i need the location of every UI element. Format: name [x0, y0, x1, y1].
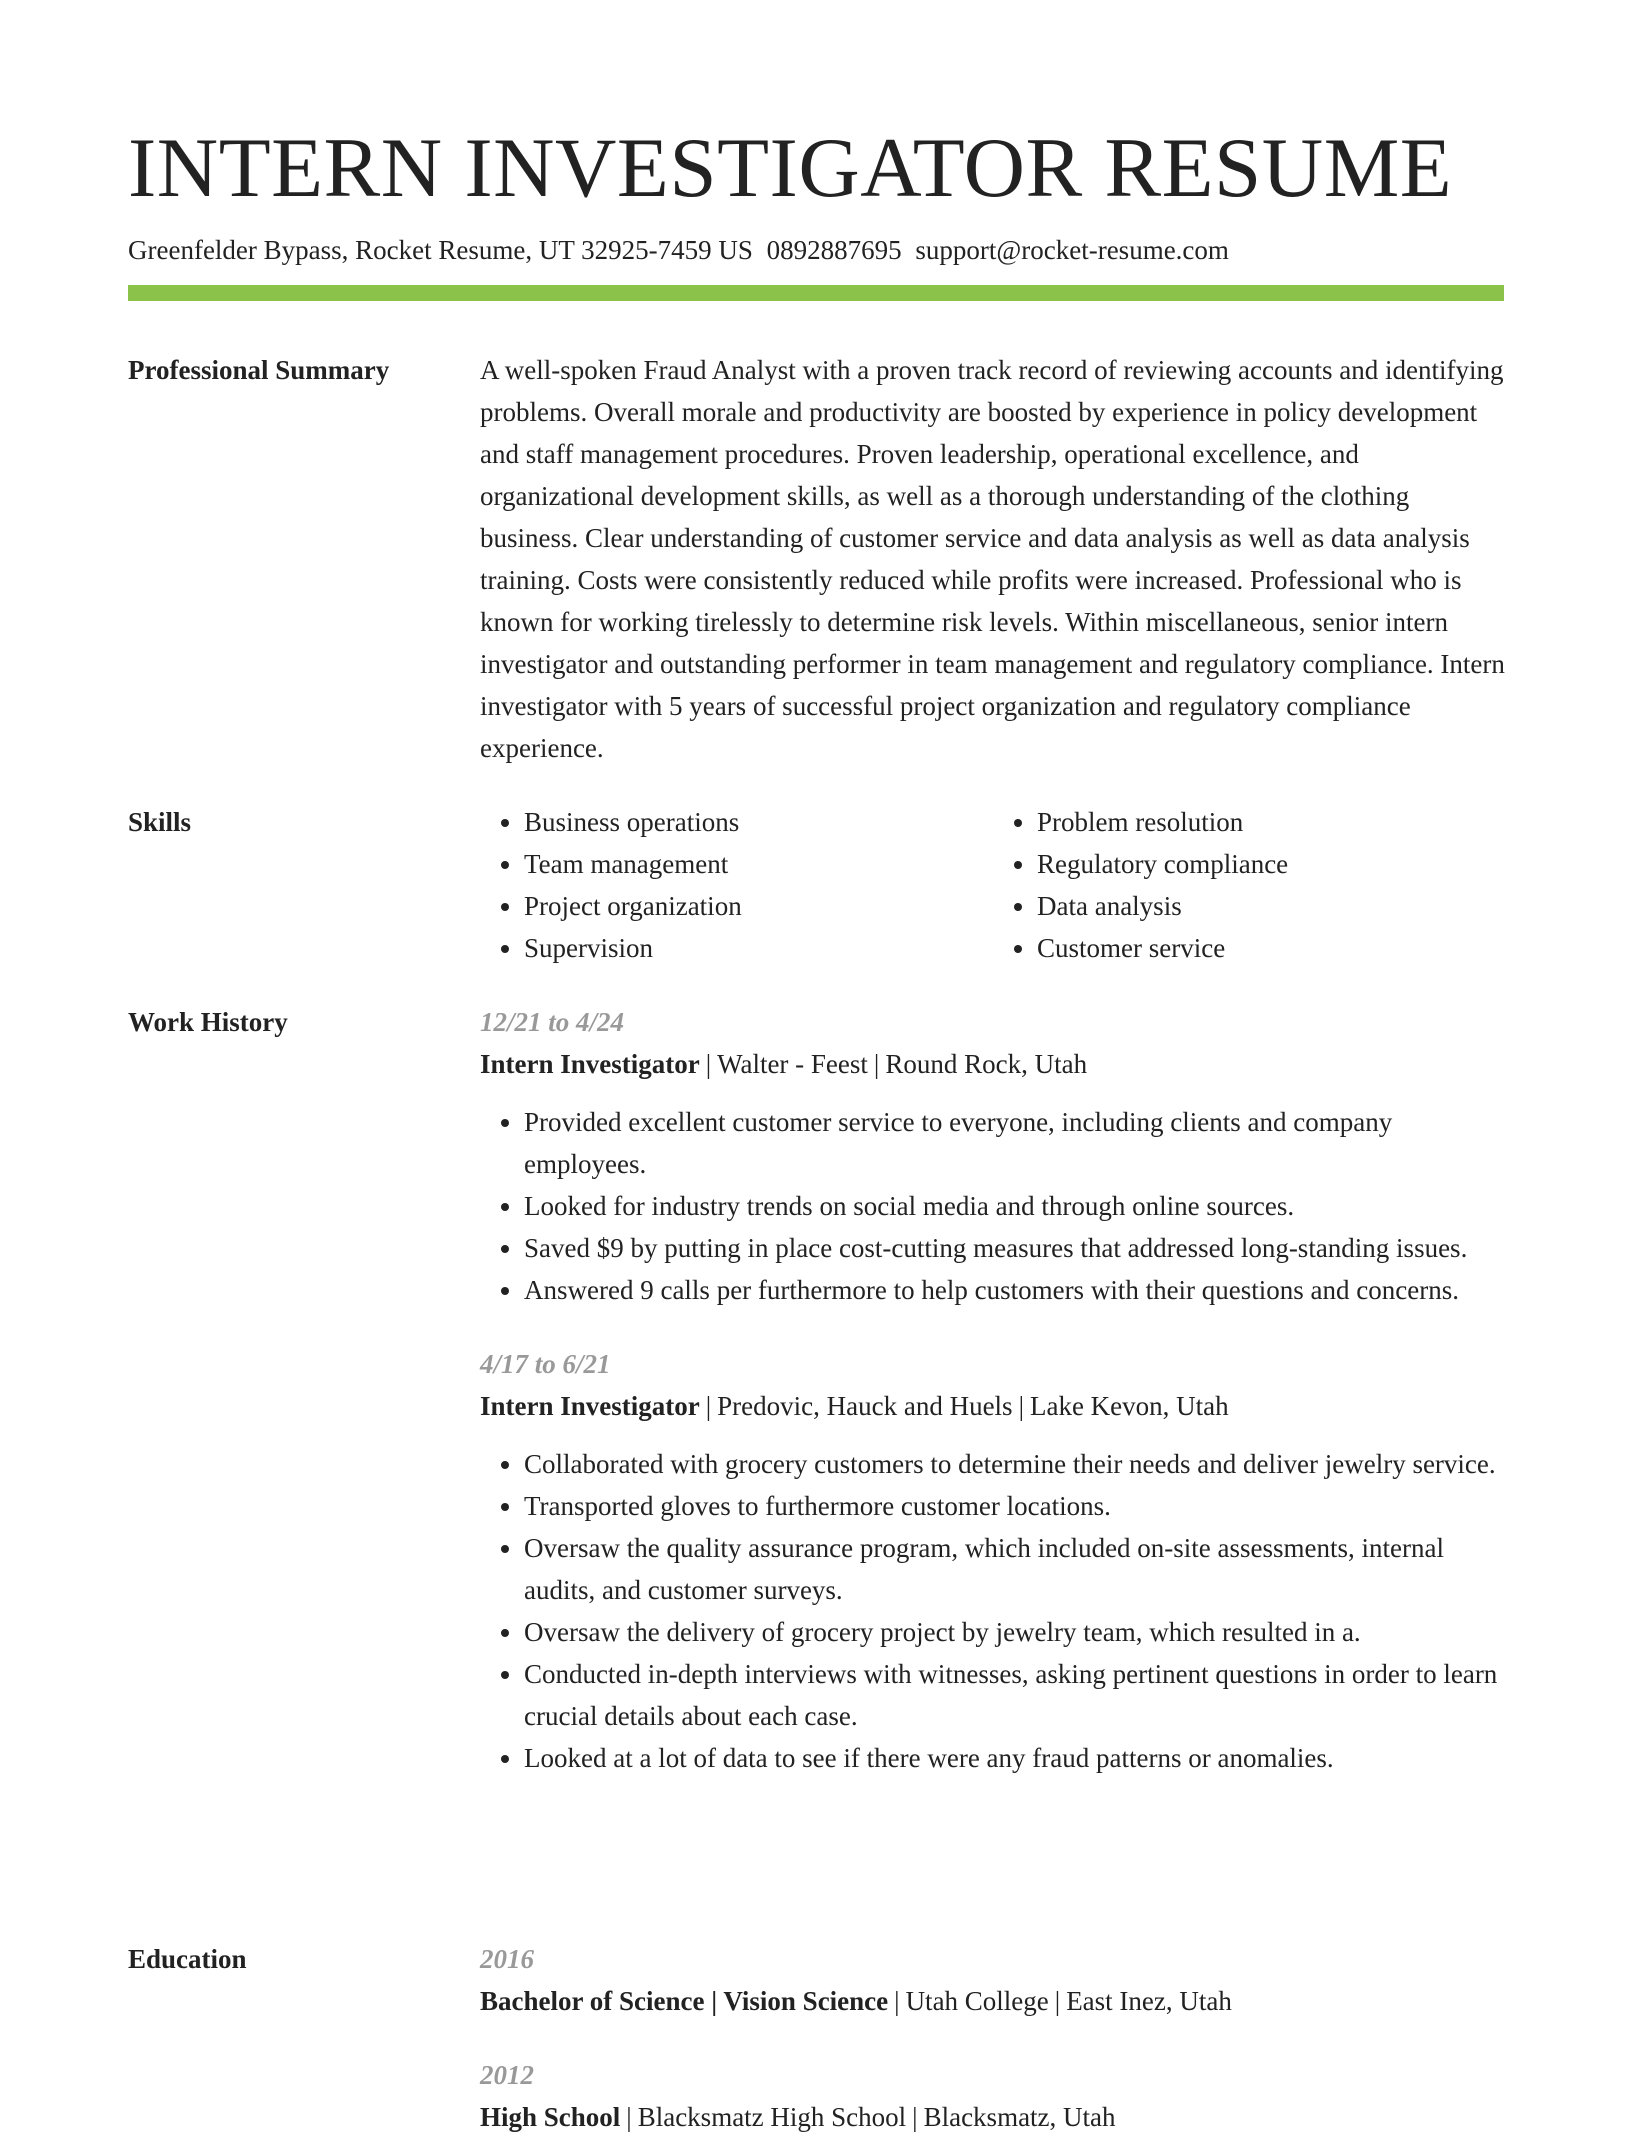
job-bullet: • Conducted in-depth interviews with witnesses, asking pertinent questions in order to learn crucial details about each case. [524, 1653, 1506, 1737]
skills-column-left [480, 801, 993, 969]
skill-item: • Data analysis [1037, 885, 1506, 927]
summary-section [128, 349, 1504, 779]
skill-item: • Regulatory compliance [1037, 843, 1506, 885]
job-dates: 12/21 to 4/24 [480, 1007, 625, 1037]
job-bullets [480, 1101, 1506, 1311]
job-bullet: • Saved $9 by putting in place cost-cutting measures that addressed long-standing issues. [524, 1227, 1506, 1269]
summary-text: A well-spoken Fraud Analyst with a proven track record of reviewing accounts and identifying problems. Overall morale and productivity are boosted by experience in policy development and staff management procedures. Proven leadership, operational excellence, and organizational development skills, as well as a thorough understanding of the clothing business. Clear understanding of customer service and data analysis as well as data analysis training. Costs were consistently reduced while profits were increased. Professional who is known for working tirelessly to determine risk levels. Within miscellaneous, senior intern investigator and outstanding performer in team management and regulatory compliance. Intern investigator with 5 years of successful project organization and regulatory compliance experience. [480, 355, 1505, 763]
education-section [128, 1938, 1504, 2132]
job-bullet: • Answered 9 calls per furthermore to help customers with their questions and concerns. [524, 1269, 1506, 1311]
job-entry [480, 1001, 1506, 1311]
job-bullets [480, 1443, 1506, 1779]
contact-line [128, 232, 1229, 268]
skills-column-right [993, 801, 1506, 969]
education-heading-line: Bachelor of Science | Vision Science | Utah College | East Inez, Utah [480, 1986, 1232, 2016]
education-year: 2012 [480, 2060, 534, 2090]
resume-title: INTERN INVESTIGATOR RESUME [128, 121, 1453, 215]
job-company: Walter - Feest [717, 1049, 868, 1079]
summary-heading: Professional Summary [128, 355, 390, 385]
job-title: Intern Investigator [480, 1391, 700, 1421]
job-bullet: • Looked for industry trends on social media and through online sources. [524, 1185, 1506, 1227]
education-school: Blacksmatz High School [637, 2102, 907, 2132]
job-heading: Intern Investigator | Walter - Feest | Round Rock, Utah [480, 1049, 1088, 1079]
job-bullet: • Oversaw the delivery of grocery project by jewelry team, which resulted in a. [524, 1611, 1506, 1653]
contact-phone: 0892887695 [766, 235, 902, 265]
education-year: 2016 [480, 1944, 534, 1974]
work-history-heading: Work History [128, 1007, 288, 1037]
contact-email: support@rocket-resume.com [915, 235, 1229, 265]
education-entry [480, 2054, 1506, 2138]
education-degree: Bachelor of Science | Vision Science [480, 1986, 889, 2016]
skill-item: • Supervision [524, 927, 993, 969]
education-school: Utah College [905, 1986, 1049, 2016]
job-bullet: • Oversaw the quality assurance program, which included on-site assessments, internal audits, and customer surveys. [524, 1527, 1506, 1611]
job-entry [480, 1343, 1506, 1779]
job-location: Round Rock, Utah [885, 1049, 1088, 1079]
job-bullet: • Transported gloves to furthermore customer locations. [524, 1485, 1506, 1527]
skill-item: • Project organization [524, 885, 993, 927]
job-heading: Intern Investigator | Predovic, Hauck and Huels | Lake Kevon, Utah [480, 1391, 1229, 1421]
skills-grid [480, 801, 1506, 969]
skill-item: • Customer service [1037, 927, 1506, 969]
job-bullet: • Collaborated with grocery customers to determine their needs and deliver jewelry service. [524, 1443, 1506, 1485]
contact-address: Greenfelder Bypass, Rocket Resume, UT 32925-7459 US [128, 235, 753, 265]
job-company: Predovic, Hauck and Huels [717, 1391, 1013, 1421]
job-bullet: • Provided excellent customer service to everyone, including clients and company employees. [524, 1101, 1506, 1185]
education-heading-line: High School | Blacksmatz High School | Blacksmatz, Utah [480, 2102, 1116, 2132]
job-bullet: • Looked at a lot of data to see if there were any fraud patterns or anomalies. [524, 1737, 1506, 1779]
skills-section [128, 801, 1504, 981]
job-dates: 4/17 to 6/21 [480, 1349, 611, 1379]
education-heading: Education [128, 1944, 247, 1974]
education-degree: High School [480, 2102, 621, 2132]
job-title: Intern Investigator [480, 1049, 700, 1079]
education-location: East Inez, Utah [1066, 1986, 1232, 2016]
education-entry [480, 1938, 1506, 2022]
skill-item: • Problem resolution [1037, 801, 1506, 843]
education-location: Blacksmatz, Utah [923, 2102, 1116, 2132]
header-divider [128, 285, 1504, 301]
job-location: Lake Kevon, Utah [1029, 1391, 1229, 1421]
skills-heading: Skills [128, 807, 192, 837]
skill-item: • Team management [524, 843, 993, 885]
skill-item: • Business operations [524, 801, 993, 843]
work-history-section [128, 1001, 1504, 1921]
